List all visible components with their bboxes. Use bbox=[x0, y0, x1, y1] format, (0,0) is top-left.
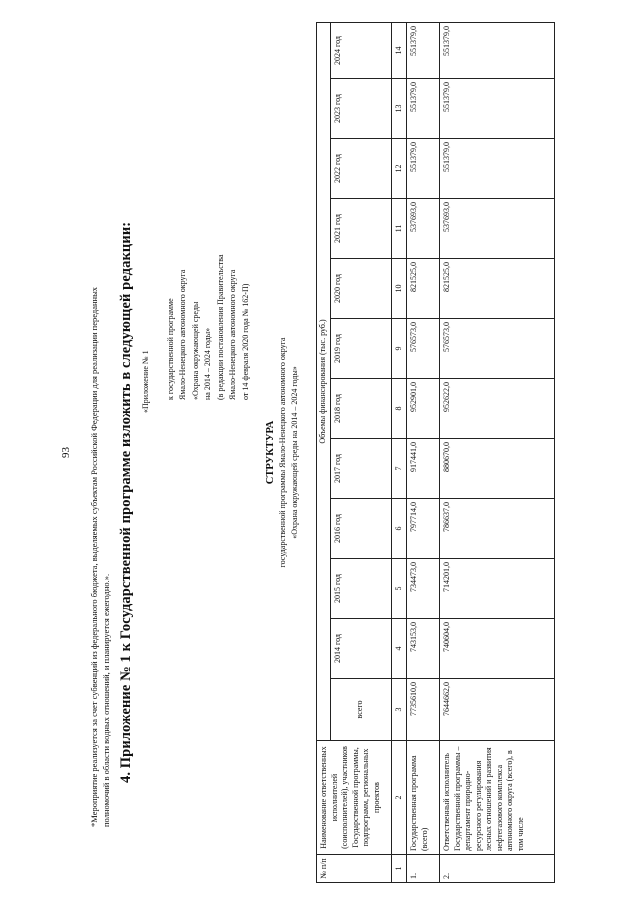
column-number: 5 bbox=[391, 559, 407, 619]
appendix-line: «Приложение № 1 bbox=[141, 350, 150, 413]
page-number: 93 bbox=[60, 447, 72, 458]
row-value: 576573,0 bbox=[407, 319, 440, 379]
column-number: 8 bbox=[391, 379, 407, 439]
header-year: 2017 год bbox=[330, 439, 391, 499]
structure-title: СТРУКТУРА bbox=[265, 420, 276, 485]
header-year: 2018 год bbox=[330, 379, 391, 439]
header-year: 2022 год bbox=[330, 139, 391, 199]
row-value: 952901,0 bbox=[407, 379, 440, 439]
row-value: 743153,0 bbox=[407, 619, 440, 679]
row-total: 7735610,0 bbox=[407, 679, 440, 741]
column-number: 2 bbox=[391, 741, 407, 855]
column-number: 12 bbox=[391, 139, 407, 199]
appendix-line: к государственной программе bbox=[165, 298, 175, 400]
column-number: 1 bbox=[391, 855, 407, 883]
column-number: 10 bbox=[391, 259, 407, 319]
column-number: 14 bbox=[391, 22, 407, 78]
appendix-line: Ямало-Ненецкого автономного округа bbox=[178, 269, 187, 400]
structure-subtitle: государственной программы Ямало-Ненецкого автономного округа bbox=[278, 337, 287, 568]
row-num: 1. bbox=[407, 855, 440, 883]
footnote-line: *Мероприятие реализуется за счет субвенций из федерального бюджета, выделяемых субъектам Российской Федерации для реализации переданных bbox=[89, 286, 99, 827]
column-number-row bbox=[391, 22, 407, 882]
row-value: 821525,0 bbox=[440, 259, 555, 319]
footnote bbox=[88, 67, 112, 827]
header-year: 2021 год bbox=[330, 199, 391, 259]
header-year: 2023 год bbox=[330, 79, 391, 139]
row-value: 551379,0 bbox=[407, 139, 440, 199]
column-number: 9 bbox=[391, 319, 407, 379]
row-name: Ответственный исполнитель Государственной программы – департамент природно-ресурсного регулирования лесных отношений и развития нефтегазового комплекса автономного округа (всего), в том числе bbox=[440, 741, 555, 855]
header-funding: Объемы финансирования (тыс. руб.) bbox=[317, 22, 331, 740]
appendix-line: «Охрана окружающей среды bbox=[190, 301, 200, 400]
structure-heading bbox=[264, 0, 301, 905]
header-year: 2020 год bbox=[330, 259, 391, 319]
structure-subtitle: «Охрана окружающей среды на 2014 – 2024 годы» bbox=[290, 366, 299, 539]
row-value: 576573,0 bbox=[440, 319, 555, 379]
row-total: 7644662,0 bbox=[440, 679, 555, 741]
column-number: 6 bbox=[391, 499, 407, 559]
row-name: Государственная программа (всего) bbox=[407, 741, 440, 855]
row-value: 821525,0 bbox=[407, 259, 440, 319]
table-row bbox=[440, 22, 555, 882]
header-year: 2015 год bbox=[330, 559, 391, 619]
column-number: 7 bbox=[391, 439, 407, 499]
row-value: 537693,0 bbox=[407, 199, 440, 259]
header-year: 2016 год bbox=[330, 499, 391, 559]
header-name: Наименование ответственных исполнителей (соисполнителей), участников Государственной программы, подпрограмм, региональных проектов bbox=[317, 741, 392, 855]
section-heading: 4. Приложение № 1 к Государственной программе изложить в следующей редакции: bbox=[118, 221, 134, 783]
row-value: 917441,0 bbox=[407, 439, 440, 499]
appendix-line: на 2014 – 2024 годы» bbox=[203, 327, 212, 400]
row-value: 537693,0 bbox=[440, 199, 555, 259]
funding-table bbox=[316, 22, 555, 883]
footnote-line: полномочий в области водных отношений, и планируется ежегодно.». bbox=[101, 573, 111, 827]
row-value: 551379,0 bbox=[407, 79, 440, 139]
header-num: № п/п bbox=[317, 855, 392, 883]
appendix-line: (в редакции постановления Правительства bbox=[215, 254, 225, 400]
header-row bbox=[317, 22, 331, 882]
row-value: 740604,0 bbox=[440, 619, 555, 679]
row-value: 952622,0 bbox=[440, 379, 555, 439]
row-value: 714201,0 bbox=[440, 559, 555, 619]
row-value: 551379,0 bbox=[407, 22, 440, 78]
row-num: 2. bbox=[440, 855, 555, 883]
header-year: 2024 год bbox=[330, 22, 391, 78]
appendix-note bbox=[140, 100, 252, 413]
row-value: 551379,0 bbox=[440, 22, 555, 78]
appendix-line: Ямало-Ненецкого автономного округа bbox=[228, 269, 237, 400]
column-number: 13 bbox=[391, 79, 407, 139]
appendix-line: от 14 февраля 2020 года № 162-П) bbox=[240, 283, 250, 400]
row-value: 880670,0 bbox=[440, 439, 555, 499]
header-total: всего bbox=[330, 679, 391, 741]
column-number: 11 bbox=[391, 199, 407, 259]
row-value: 786637,0 bbox=[440, 499, 555, 559]
header-year: 2014 год bbox=[330, 619, 391, 679]
column-number: 4 bbox=[391, 619, 407, 679]
row-value: 734473,0 bbox=[407, 559, 440, 619]
row-value: 797714,0 bbox=[407, 499, 440, 559]
row-value: 551379,0 bbox=[440, 79, 555, 139]
table-row bbox=[407, 22, 440, 882]
header-year: 2019 год bbox=[330, 319, 391, 379]
column-number: 3 bbox=[391, 679, 407, 741]
row-value: 551379,0 bbox=[440, 139, 555, 199]
